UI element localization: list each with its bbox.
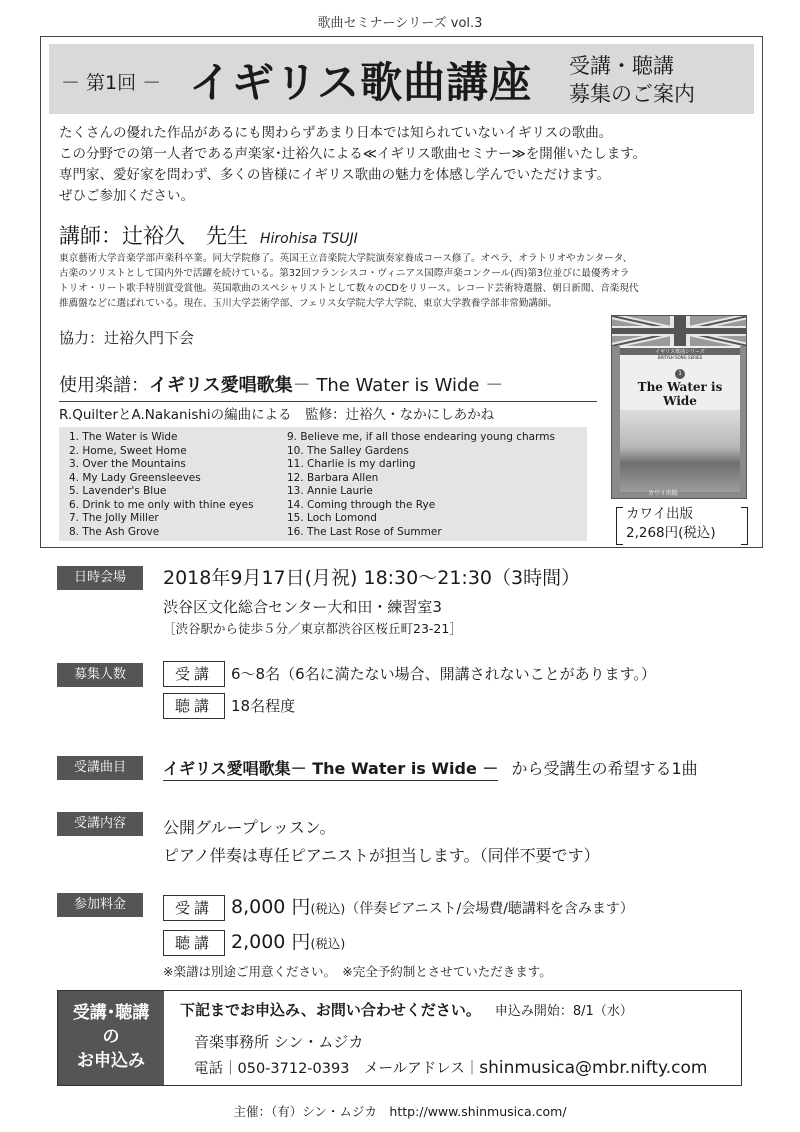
- book-price: [616, 505, 748, 543]
- book-price-value: 2,268円(税込): [626, 525, 716, 541]
- title-banner: [49, 44, 754, 114]
- intro-text: [59, 123, 749, 207]
- event-venue: 渋谷区文化総合センター大和田・練習室3: [163, 598, 442, 616]
- list-item: 6. Drink to me only with thine eyes: [69, 498, 254, 511]
- tag-audit: 聴講: [163, 693, 225, 719]
- list-item: 12. Barbara Allen: [287, 471, 379, 484]
- list-item: 5. Lavender's Blue: [69, 485, 167, 497]
- tag-lesson: 受講: [163, 661, 225, 687]
- song-list-column-1: [69, 431, 254, 539]
- score-title-en: － The Water is Wide －: [292, 375, 504, 396]
- cover-series: イギリス歌曲シリーズ: [620, 348, 740, 355]
- organizer-footer: 主催：（有）シン・ムジカ http://www.shinmusica.com/: [233, 1104, 567, 1119]
- fee-notes: ※楽譜は別途ご用意ください。 ※完全予約制とさせていただきます。: [163, 964, 552, 979]
- list-item: 15. Loch Lomond: [287, 512, 377, 524]
- event-date: 2018年9月17日(月祝) 18:30〜21:30（3時間）: [163, 567, 581, 589]
- tag-lesson-fee: 受講: [163, 895, 225, 921]
- contact-email: shinmusica@mbr.nifty.com: [479, 1058, 708, 1078]
- teacher-heading: [59, 220, 358, 250]
- song-list: [59, 427, 587, 541]
- apply-instructions: [180, 999, 633, 1020]
- bio-line: 推薦盤などに選ばれている。現在、玉川大学芸術学部、フェリス女学院大学大学院、東京大学教養学部非常勤講師。: [59, 298, 558, 309]
- cover-title: The Water is Wide: [637, 380, 723, 408]
- series-title: 歌曲セミナーシリーズ vol.3: [317, 16, 483, 31]
- office-name: 音楽事務所 シン・ムジカ: [194, 1033, 364, 1051]
- repertoire-text: から受講生の希望する1曲: [511, 759, 698, 778]
- cover-number: 1: [675, 369, 685, 379]
- list-item: 10. The Salley Gardens: [287, 444, 409, 457]
- capacity-label: 募集人数: [57, 663, 143, 687]
- score-prefix: 使用楽譜：: [59, 375, 149, 396]
- course-title: イギリス歌曲講座: [189, 58, 533, 107]
- contact-info: [194, 1057, 707, 1078]
- list-item: 14. Coming through the Rye: [287, 498, 436, 511]
- teacher-name: 講師：辻裕久 先生: [59, 224, 248, 248]
- fee-lesson-tax: (税込): [310, 901, 346, 916]
- fee-audit: 2,000 円: [231, 931, 311, 953]
- intro-line: この分野での第一人者である声楽家･辻裕久による≪イギリス歌曲セミナー≫を開催いたします。: [59, 146, 647, 162]
- list-item: 16. The Last Rose of Summer: [287, 525, 442, 538]
- teacher-bio: [59, 251, 749, 311]
- bio-line: 古楽のソリストとして国内外で活躍を続けている。第32回フランシスコ・ヴィニアス国際声楽コンクール(西)第3位並びに最優秀オラ: [59, 268, 630, 279]
- list-item: 7. The Jolly Miller: [69, 512, 159, 524]
- list-item: 1. The Water is Wide: [69, 431, 178, 443]
- cover-series-en: BRITISH SONG SERIES: [657, 355, 703, 360]
- list-item: 2. Home, Sweet Home: [69, 444, 187, 457]
- apply-start-date: 申込み開始：8/1（水）: [494, 1004, 633, 1019]
- event-access: ［渋谷駅から徒歩５分／東京都渋谷区桜丘町23-21］: [163, 621, 462, 636]
- tag-audit-fee: 聴講: [163, 930, 225, 956]
- course-overview-box: [40, 36, 763, 548]
- book-cover-image: [611, 315, 747, 499]
- fee-info: [163, 892, 634, 980]
- list-item: 9. Believe me, if all those endearing young charms: [287, 431, 555, 443]
- union-jack-icon: [612, 316, 747, 346]
- apply-side-line: お申込み: [77, 1051, 145, 1071]
- cover-title-panel: [620, 346, 740, 410]
- fee-lesson: 8,000 円: [231, 896, 311, 918]
- intro-line: ぜひご参加ください。: [59, 188, 194, 204]
- application-label: [58, 991, 164, 1085]
- bio-line: トリオ・リート歌手特別賞受賞他。英国歌曲のスペシャリストとして数々のCDをリリース。レコード芸術特選盤、朝日新聞、音楽現代: [59, 283, 639, 294]
- fee-lesson-note: （伴奏ピアニスト/会場費/聴講料を含みます）: [345, 901, 634, 917]
- content-line-2: ピアノ伴奏は専任ピアニストが担当します。（同伴不要です）: [163, 846, 600, 865]
- subtitle-line-1: 受講・聴講: [569, 54, 674, 78]
- subtitle-line-2: 募集のご案内: [569, 82, 695, 106]
- teacher-name-en: Hirohisa TSUJI: [260, 231, 358, 247]
- song-list-column-2: [287, 431, 555, 539]
- datetime-label: 日時会場: [57, 566, 143, 590]
- apply-line: 下記までお申込み、お問い合わせください。: [180, 1001, 481, 1019]
- repertoire-book: イギリス愛唱歌集－ The Water is Wide －: [163, 759, 498, 781]
- application-box: [57, 990, 742, 1086]
- book-publisher: カワイ出版: [626, 506, 694, 522]
- cooperation: 協力：辻裕久門下会: [59, 329, 195, 347]
- list-item: 8. The Ash Grove: [69, 525, 160, 538]
- list-item: 4. My Lady Greensleeves: [69, 471, 201, 484]
- datetime-info: [163, 563, 580, 637]
- repertoire-label: 受講曲目: [57, 756, 143, 780]
- score-title-jp: イギリス愛唱歌集: [149, 375, 293, 396]
- apply-side-line: 受講･聴講: [72, 1003, 150, 1023]
- list-item: 11. Charlie is my darling: [287, 458, 416, 470]
- cover-publisher: カワイ出版: [648, 490, 678, 497]
- apply-side-line: の: [102, 1027, 120, 1047]
- list-item: 13. Annie Laurie: [287, 485, 373, 497]
- intro-line: たくさんの優れた作品があるにも関わらずあまり日本では知られていないイギリスの歌曲。: [59, 125, 613, 141]
- capacity-audit: 18名程度: [231, 697, 296, 715]
- capacity-lesson: 6〜8名（6名に満たない場合、開講されないことがあります。）: [231, 665, 656, 683]
- score-arrangers: R.QuilterとA.Nakanishiの編曲による 監修：辻裕久・なかにしあかね: [59, 407, 495, 423]
- fee-audit-tax: (税込): [310, 936, 346, 951]
- content-line-1: 公開グループレッスン。: [163, 818, 336, 837]
- intro-line: 専門家、愛好家を問わず、多くの皆様にイギリス歌曲の魅力を体感し学んでいただけます。: [59, 167, 611, 183]
- content-info: [163, 814, 600, 870]
- cover-photo: [620, 410, 740, 492]
- repertoire-info: [163, 756, 698, 779]
- round-label: － 第1回 －: [61, 72, 162, 94]
- capacity-info: [163, 661, 656, 719]
- bio-line: 東京藝術大学音楽学部声楽科卒業。同大学院修了。英国王立音楽院大学院演奏家養成コース修了。オペラ、オラトリオやカンタータ、: [59, 253, 633, 264]
- recruitment-subtitle: [569, 52, 695, 108]
- fee-label: 参加料金: [57, 893, 143, 917]
- content-label: 受講内容: [57, 812, 143, 836]
- list-item: 3. Over the Mountains: [69, 458, 186, 470]
- score-title: [59, 371, 597, 402]
- contact-phone: 電話｜050-3712-0393 メールアドレス｜: [194, 1061, 480, 1077]
